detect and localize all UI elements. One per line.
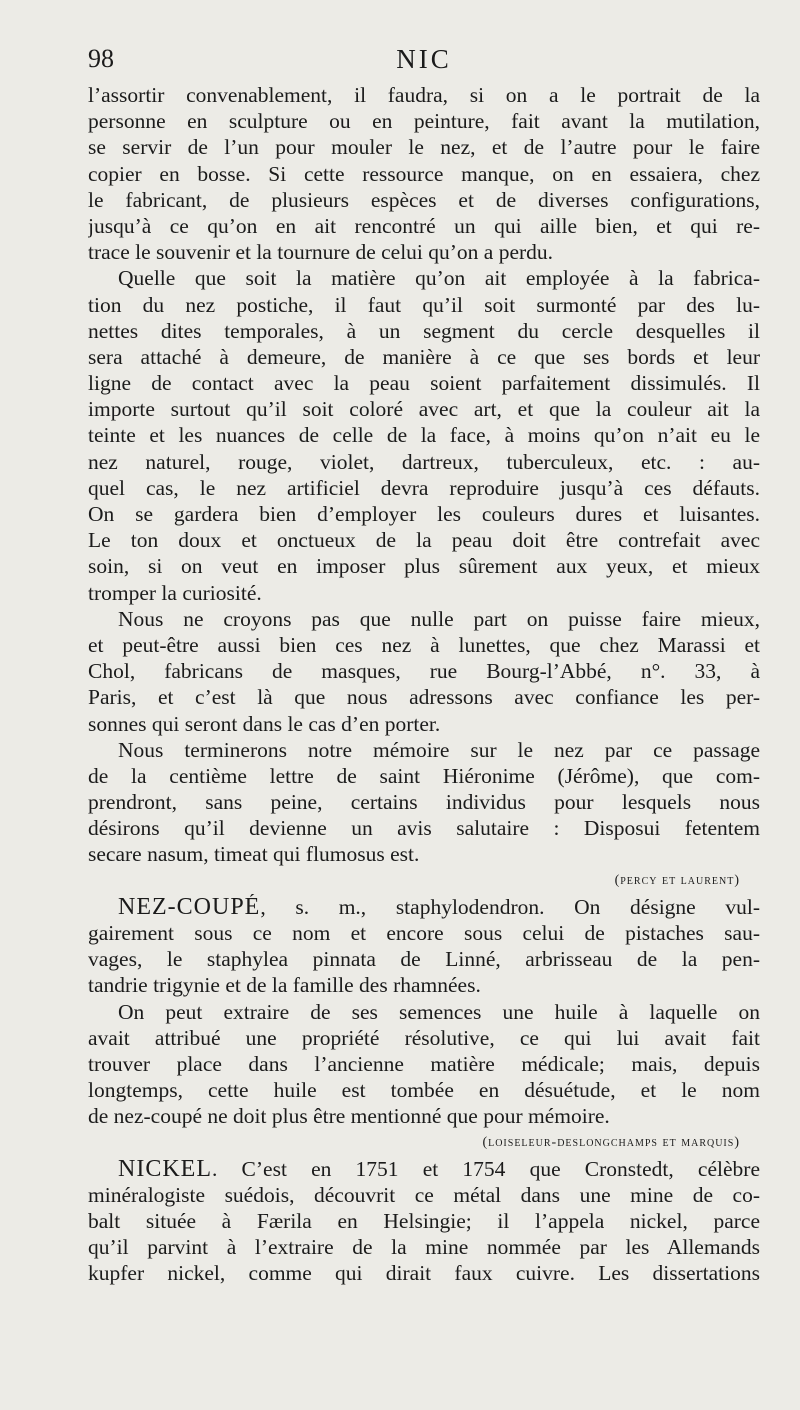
text-line: minéralogiste suédois, découvrit ce métal dans une mine de co-: [88, 1182, 760, 1207]
text-line: tion du nez postiche, il faut qu’il soit surmonté par des lu-: [88, 292, 760, 317]
text-line: personne en sculpture ou en peinture, fait avant la mutilation,: [88, 109, 760, 134]
text-line: tromper la curiosité.: [88, 580, 262, 605]
text-line: Quelle que soit la matière qu’on ait employée à la fabrica-: [118, 266, 760, 291]
text-line: sonnes qui seront dans le cas d’en porter.: [88, 711, 441, 736]
text-line: le fabricant, de plusieurs espèces et de diverses configurations,: [88, 187, 760, 212]
text-line: nettes dites temporales, à un segment du cercle desquelles il: [88, 318, 760, 343]
text-line: Nous ne croyons pas que nulle part on puisse faire mieux,: [118, 606, 760, 631]
text-line: Paris, et c’est là que nous adressons avec confiance les per-: [88, 685, 760, 710]
text-line: Le ton doux et onctueux de la peau doit être contrefait avec: [88, 528, 760, 553]
text-line: longtemps, cette huile est tombée en désuétude, et le nom: [88, 1078, 760, 1103]
text-line: importe surtout qu’il soit coloré avec art, et que la couleur ait la: [88, 397, 760, 422]
entry-headword: NICKEL: [118, 1155, 212, 1182]
entry-nickel: [88, 1182, 760, 1287]
text-line: de la centième lettre de saint Hiéronime (Jérôme), que com-: [88, 763, 760, 788]
author-signature: (loiseleur-deslongchamps et marquis): [482, 1134, 740, 1150]
text-line: kupfer nickel, comme qui dirait faux cuivre. Les dissertations: [88, 1261, 760, 1286]
entry-text: . C’est en 1751 et 1754 que Cronstedt, célèbre: [211, 1156, 760, 1181]
text-line: jusqu’à ce qu’on en ait rencontré un qui aille bien, et qui re-: [88, 213, 760, 238]
text-line: désirons qu’il devienne un avis salutaire : Disposui fetentem: [88, 816, 760, 841]
entry-headword: NEZ-COUPÉ: [118, 893, 261, 920]
text-line: et peut-être aussi bien ces nez à lunettes, que chez Marassi et: [88, 632, 760, 657]
page-body: [88, 82, 760, 1287]
text-line: avait attribué une propriété résolutive, ce qui lui avait fait: [88, 1025, 760, 1050]
text-line: teinte et les nuances de celle de la face, à moins qu’on n’ait eu le: [88, 423, 760, 448]
text-line: de nez-coupé ne doit plus être mentionné que pour mémoire.: [88, 1104, 610, 1129]
text-line: trace le souvenir et la tournure de celui qu’on a perdu.: [88, 240, 554, 265]
nose-article-continuation: [88, 82, 760, 868]
text-line: copier en bosse. Si cette ressource manque, on en essaiera, chez: [88, 161, 760, 186]
text-line: balt située à Færila en Helsingie; il l’appela nickel, parce: [88, 1209, 760, 1234]
text-line: tandrie trigynie et de la famille des rhamnées.: [88, 973, 481, 998]
text-line: On se gardera bien d’employer les couleurs dures et luisantes.: [88, 502, 760, 526]
text-line: vages, le staphylea pinnata de Linné, arbrisseau de la pen-: [88, 947, 760, 972]
text-line: nez naturel, rouge, violet, dartreux, tuberculeux, etc. : au-: [88, 449, 760, 474]
text-line: ligne de contact avec la peau soient parfaitement dissimulés. Il: [88, 371, 760, 396]
text-line: l’assortir convenablement, il faudra, si on a le portrait de la: [88, 83, 760, 107]
entry-nez-coupe: [88, 920, 760, 1130]
text-line: Chol, fabricans de masques, rue Bourg-l’Abbé, n°. 33, à: [88, 659, 760, 684]
text-line: Nous terminerons notre mémoire sur le nez par ce passage: [118, 737, 760, 762]
text-line: sera attaché à demeure, de manière à ce que ses bords et leur: [88, 344, 760, 369]
text-line: trouver place dans l’ancienne matière médicale; mais, depuis: [88, 1051, 760, 1076]
entry-text: , s. m., staphylodendron. On désigne vul-: [260, 894, 760, 919]
running-head: NIC: [396, 44, 452, 74]
text-line: gairement sous ce nom et encore sous celui de pistaches sau-: [88, 921, 760, 945]
author-signature: (percy et laurent): [614, 872, 740, 888]
page-header: [88, 44, 760, 78]
entry-nez-coupe-first-line: [88, 894, 760, 920]
text-line: qu’il parvint à l’extraire de la mine nommée par les Allemands: [88, 1235, 760, 1260]
entry-nickel-first-line: [88, 1156, 760, 1182]
text-line: secare nasum, timeat qui flumosus est.: [88, 842, 420, 867]
page-number: 98: [88, 44, 114, 73]
text-line: prendront, sans peine, certains individus pour lesquels nous: [88, 790, 760, 815]
text-line: soin, si on veut en imposer plus sûrement aux yeux, et mieux: [88, 554, 760, 579]
text-line: quel cas, le nez artificiel devra reproduire jusqu’à ces défauts.: [88, 475, 760, 500]
text-line: On peut extraire de ses semences une huile à laquelle on: [118, 999, 760, 1024]
text-line: se servir de l’un pour mouler le nez, et de l’autre pour le faire: [88, 135, 760, 160]
